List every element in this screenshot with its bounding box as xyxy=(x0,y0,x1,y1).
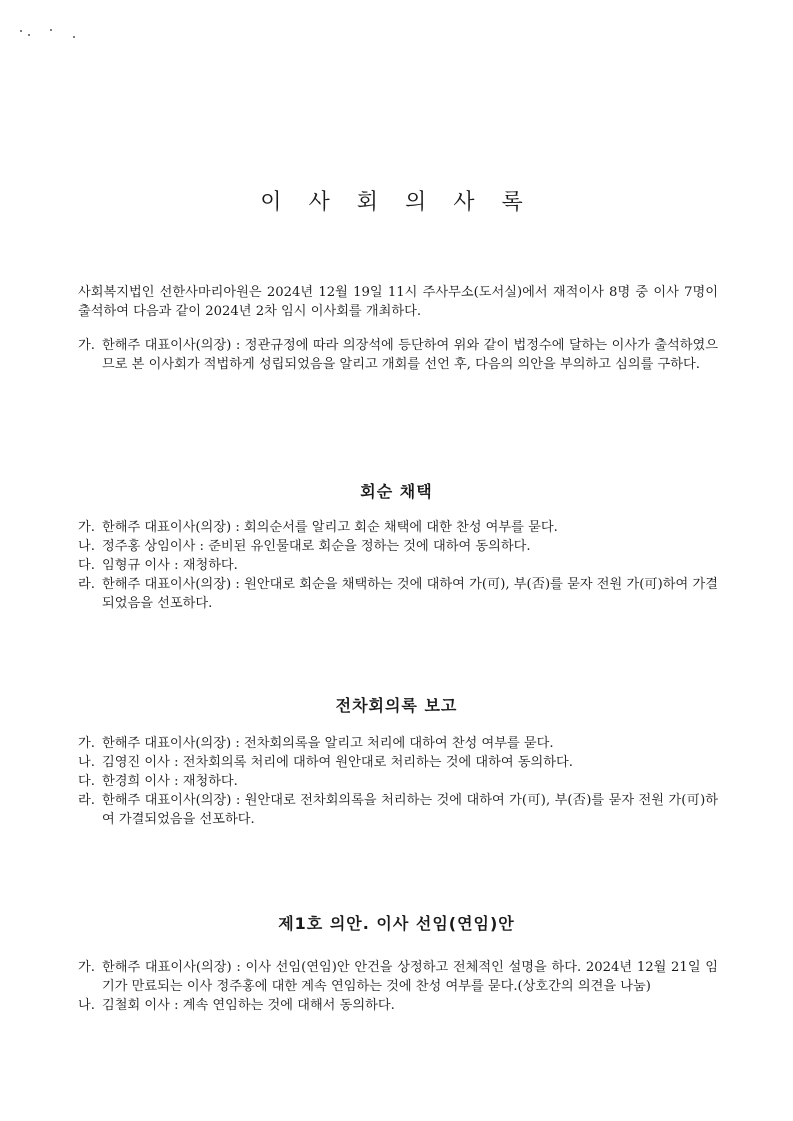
scan-speck xyxy=(20,30,22,32)
list-item xyxy=(78,734,718,753)
list-item xyxy=(78,753,718,772)
item-text: 한경희 이사 : 재청하다. xyxy=(102,774,238,789)
list-item xyxy=(78,958,718,996)
section-list-previous-minutes xyxy=(78,734,718,829)
item-marker: 나. xyxy=(78,755,95,770)
section-heading-agenda: 회순 채택 xyxy=(360,482,433,501)
list-item xyxy=(78,575,718,613)
document-title: 이 사 회 의 사 록 xyxy=(260,189,533,215)
item-marker: 다. xyxy=(78,558,95,573)
list-item xyxy=(78,537,718,556)
item-marker: 라. xyxy=(78,577,95,592)
scan-speck xyxy=(28,34,30,36)
item-marker: 나. xyxy=(78,539,95,554)
list-item xyxy=(78,518,718,537)
intro-paragraph: 사회복지법인 선한사마리아원은 2024년 12월 19일 11시 주사무소(도서실)에서 재적이사 8명 중 이사 7명이 출석하여 다음과 같이 2024년 2차 임시 이사회를 개최하다. xyxy=(78,285,718,319)
item-marker: 다. xyxy=(78,774,95,789)
item-text: 한해주 대표이사(의장) : 이사 선임(연임)안 안건을 상정하고 전체적인 설명을 하다. 2024년 12월 21일 임기가 만료되는 이사 정주홍에 대한 계속 연임하는 것에 찬성 여부를 묻다.(상호간의 의견을 나눔) xyxy=(102,960,718,994)
list-item xyxy=(78,772,718,791)
opening-item xyxy=(78,336,718,374)
item-marker: 라. xyxy=(78,793,95,808)
section-list-agenda-item-1 xyxy=(78,958,718,1015)
item-text: 한해주 대표이사(의장) : 전차회의록을 알리고 처리에 대하여 찬성 여부를 묻다. xyxy=(102,736,554,751)
list-item xyxy=(78,996,718,1015)
item-text: 정주홍 상임이사 : 준비된 유인물대로 회순을 정하는 것에 대하여 동의하다. xyxy=(102,539,531,554)
item-marker: 가. xyxy=(78,520,95,535)
item-marker: 나. xyxy=(78,998,95,1013)
item-text: 한해주 대표이사(의장) : 정관규정에 따라 의장석에 등단하여 위와 같이 법정수에 달하는 이사가 출석하였으므로 본 이사회가 적법하게 성립되었음을 알리고 개회를 선언 후, 다음의 의안을 부의하고 심의를 구하다. xyxy=(102,338,718,372)
list-item xyxy=(78,556,718,575)
item-text: 한해주 대표이사(의장) : 회의순서를 알리고 회순 채택에 대한 찬성 여부를 묻다. xyxy=(102,520,558,535)
item-text: 한해주 대표이사(의장) : 원안대로 전차회의록을 처리하는 것에 대하여 가(可), 부(否)를 묻자 전원 가(可)하여 가결되었음을 선포하다. xyxy=(102,793,718,827)
item-marker: 가. xyxy=(78,736,95,751)
item-marker: 가. xyxy=(78,338,95,353)
item-text: 임형규 이사 : 재청하다. xyxy=(102,558,238,573)
section-heading-agenda-item-1: 제1호 의안. 이사 선임(연임)안 xyxy=(278,914,515,933)
item-text: 한해주 대표이사(의장) : 원안대로 회순을 채택하는 것에 대하여 가(可), 부(否)를 묻자 전원 가(可)하여 가결되었음을 선포하다. xyxy=(102,577,718,611)
scan-speck xyxy=(73,36,75,38)
item-text: 김영진 이사 : 전차회의록 처리에 대하여 원안대로 처리하는 것에 대하여 동의하다. xyxy=(102,755,573,770)
item-marker: 가. xyxy=(78,960,95,975)
scan-speck xyxy=(50,29,52,31)
section-list-agenda xyxy=(78,518,718,613)
list-item xyxy=(78,791,718,829)
item-text: 김철회 이사 : 계속 연임하는 것에 대해서 동의하다. xyxy=(102,998,395,1013)
section-heading-previous-minutes: 전차회의록 보고 xyxy=(335,696,458,715)
